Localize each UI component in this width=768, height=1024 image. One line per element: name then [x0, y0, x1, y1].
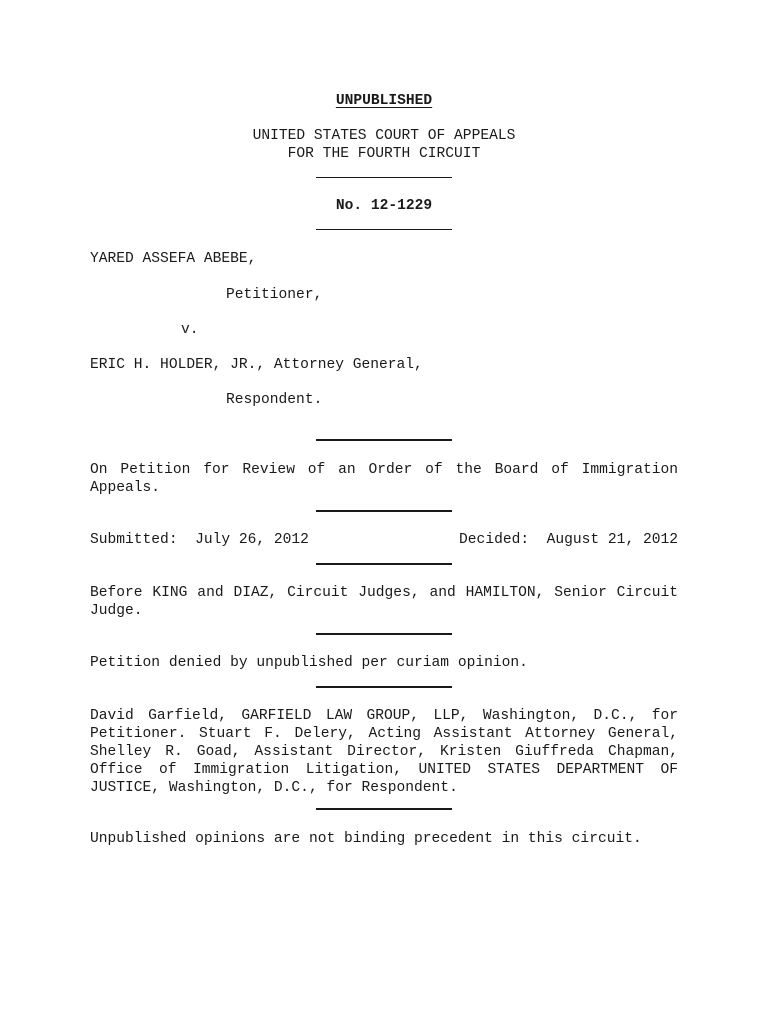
divider-rule [316, 229, 452, 230]
divider-rule [316, 177, 452, 178]
respondent-name: ERIC H. HOLDER, JR., Attorney General, [90, 357, 423, 373]
respondent-role: Respondent. [226, 392, 323, 408]
divider-rule [316, 510, 452, 512]
divider-rule [316, 439, 452, 441]
petitioner-name: YARED ASSEFA ABEBE, [90, 251, 257, 267]
disposition: Petition denied by unpublished per curiam opinion. [90, 655, 528, 671]
divider-rule [316, 633, 452, 635]
panel-judges: Before KING and DIAZ, Circuit Judges, and HAMILTON, Senior Circuit Judge. [90, 585, 678, 619]
court-name-line1: UNITED STATES COURT OF APPEALS [252, 128, 516, 144]
case-number: No. 12-1229 [335, 198, 433, 214]
unpublished-heading: UNPUBLISHED [335, 93, 433, 109]
divider-rule [316, 563, 452, 565]
decided-date: Decided: August 21, 2012 [459, 532, 678, 548]
divider-rule [316, 686, 452, 688]
submitted-date: Submitted: July 26, 2012 [90, 532, 309, 548]
versus-label: v. [181, 322, 199, 338]
dates-row [90, 531, 678, 549]
petitioner-role: Petitioner, [226, 287, 323, 303]
precedent-notice: Unpublished opinions are not binding precedent in this circuit. [90, 831, 642, 847]
counsel-listing: David Garfield, GARFIELD LAW GROUP, LLP, Washington, D.C., for Petitioner. Stuart F. Delery, Acting Assistant Attorney General, Shelley R. Goad, Assistant Director, Kristen Giuffreda Chapman, Office of Immigration Litigation, UNITED STATES DEPARTMENT OF JUSTICE, Washington, D.C., for Respondent. [90, 708, 678, 796]
court-name-line2: FOR THE FOURTH CIRCUIT [287, 146, 481, 162]
divider-rule [316, 808, 452, 810]
petition-description: On Petition for Review of an Order of the Board of Immigration Appeals. [90, 462, 678, 496]
